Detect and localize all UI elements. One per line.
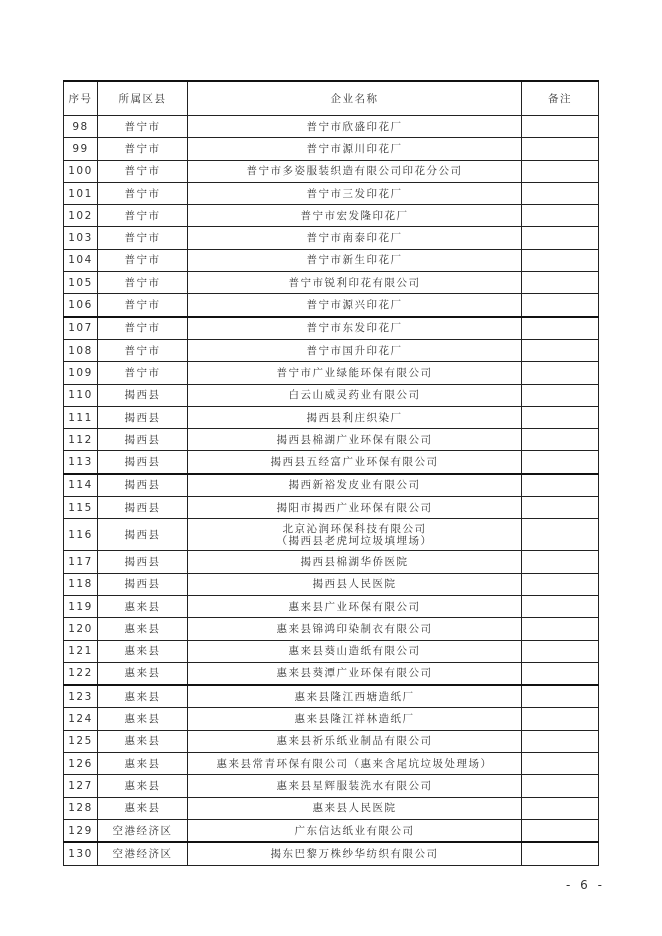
cell-district: 惠来县 — [98, 797, 188, 819]
table-row — [64, 775, 599, 797]
cell-note — [522, 205, 599, 227]
cell-district: 普宁市 — [98, 339, 188, 361]
table-row — [64, 272, 599, 294]
cell-no: 102 — [64, 205, 98, 227]
cell-company-name: 普宁市三发印花厂 — [188, 182, 522, 204]
cell-district: 揭西县 — [98, 474, 188, 497]
cell-company-name: 普宁市欣盛印花厂 — [188, 116, 522, 138]
cell-no: 98 — [64, 116, 98, 138]
cell-note — [522, 294, 599, 317]
company-name-line: 北京沁润环保科技有限公司 — [282, 522, 427, 535]
cell-note — [522, 730, 599, 752]
cell-no: 115 — [64, 497, 98, 519]
cell-district: 普宁市 — [98, 182, 188, 204]
cell-company-name: 普宁市国升印花厂 — [188, 339, 522, 361]
cell-note — [522, 551, 599, 573]
cell-note — [522, 474, 599, 497]
cell-note — [522, 775, 599, 797]
table-row — [64, 573, 599, 595]
cell-no: 103 — [64, 227, 98, 249]
cell-district: 普宁市 — [98, 249, 188, 271]
cell-note — [522, 573, 599, 595]
cell-no: 119 — [64, 595, 98, 617]
cell-no: 99 — [64, 138, 98, 160]
cell-district: 惠来县 — [98, 685, 188, 708]
cell-note — [522, 842, 599, 865]
cell-note — [522, 819, 599, 842]
header-company-name: 企业名称 — [188, 81, 522, 116]
cell-district: 惠来县 — [98, 595, 188, 617]
table-row — [64, 160, 599, 182]
table-row — [64, 618, 599, 640]
cell-note — [522, 797, 599, 819]
cell-note — [522, 227, 599, 249]
table-row — [64, 339, 599, 361]
cell-company-name: 惠来县锦鸿印染制衣有限公司 — [188, 618, 522, 640]
company-name-line: （揭西县老虎坷垃圾填埋场） — [276, 534, 433, 547]
table-row — [64, 362, 599, 384]
table-row — [64, 797, 599, 819]
cell-no: 124 — [64, 708, 98, 730]
cell-no: 118 — [64, 573, 98, 595]
cell-district: 普宁市 — [98, 116, 188, 138]
cell-note — [522, 640, 599, 662]
cell-company-name: 揭西县棉湖华侨医院 — [188, 551, 522, 573]
cell-district: 惠来县 — [98, 730, 188, 752]
table-header-row — [64, 81, 599, 116]
table-row — [64, 474, 599, 497]
cell-no: 126 — [64, 753, 98, 775]
cell-company-name: 普宁市多姿服装织造有限公司印花分公司 — [188, 160, 522, 182]
table-row — [64, 429, 599, 451]
table-row — [64, 640, 599, 662]
cell-company-name: 白云山威灵药业有限公司 — [188, 384, 522, 406]
cell-no: 109 — [64, 362, 98, 384]
cell-note — [522, 451, 599, 474]
cell-company-name: 揭西县人民医院 — [188, 573, 522, 595]
cell-no: 123 — [64, 685, 98, 708]
cell-note — [522, 753, 599, 775]
table-row — [64, 451, 599, 474]
cell-district: 普宁市 — [98, 317, 188, 340]
cell-company-name: 揭东巴黎万株纱华纺织有限公司 — [188, 842, 522, 865]
table-row — [64, 685, 599, 708]
table-row — [64, 384, 599, 406]
cell-company-name: 揭西县棉湖广业环保有限公司 — [188, 429, 522, 451]
cell-company-name: 惠来县葵潭广业环保有限公司 — [188, 662, 522, 685]
cell-no: 110 — [64, 384, 98, 406]
cell-company-name: 普宁市源兴印花厂 — [188, 294, 522, 317]
table-row — [64, 595, 599, 617]
cell-company-name: 揭阳市揭西广业环保有限公司 — [188, 497, 522, 519]
cell-company-name: 普宁市南泰印花厂 — [188, 227, 522, 249]
cell-no: 113 — [64, 451, 98, 474]
cell-note — [522, 272, 599, 294]
cell-note — [522, 160, 599, 182]
table-row — [64, 317, 599, 340]
cell-no: 129 — [64, 819, 98, 842]
cell-note — [522, 595, 599, 617]
cell-no: 111 — [64, 406, 98, 428]
table-row — [64, 551, 599, 573]
cell-company-name: 惠来县祈乐纸业制品有限公司 — [188, 730, 522, 752]
cell-note — [522, 138, 599, 160]
table-row — [64, 294, 599, 317]
cell-no: 106 — [64, 294, 98, 317]
cell-note — [522, 708, 599, 730]
cell-district: 揭西县 — [98, 406, 188, 428]
cell-note — [522, 249, 599, 271]
cell-company-name: 揭西县五经富广业环保有限公司 — [188, 451, 522, 474]
cell-district: 揭西县 — [98, 497, 188, 519]
cell-no: 108 — [64, 339, 98, 361]
cell-district: 普宁市 — [98, 294, 188, 317]
cell-no: 117 — [64, 551, 98, 573]
cell-company-name: 揭西县利庄织染厂 — [188, 406, 522, 428]
cell-note — [522, 497, 599, 519]
enterprise-table — [63, 80, 599, 866]
cell-note — [522, 662, 599, 685]
cell-note — [522, 429, 599, 451]
cell-district: 揭西县 — [98, 519, 188, 551]
table-row — [64, 708, 599, 730]
cell-district: 空港经济区 — [98, 819, 188, 842]
cell-district: 揭西县 — [98, 451, 188, 474]
header-no: 序号 — [64, 81, 98, 116]
table-row — [64, 662, 599, 685]
table-row — [64, 249, 599, 271]
cell-district: 普宁市 — [98, 205, 188, 227]
cell-district: 普宁市 — [98, 362, 188, 384]
cell-no: 130 — [64, 842, 98, 865]
cell-district: 惠来县 — [98, 775, 188, 797]
table-row — [64, 819, 599, 842]
cell-company-name: 揭西新裕发皮业有限公司 — [188, 474, 522, 497]
header-note: 备注 — [522, 81, 599, 116]
cell-note — [522, 362, 599, 384]
cell-district: 空港经济区 — [98, 842, 188, 865]
table-row — [64, 227, 599, 249]
table-row — [64, 406, 599, 428]
page-number: - 6 - — [566, 878, 605, 892]
cell-company-name — [188, 519, 522, 551]
cell-district: 普宁市 — [98, 227, 188, 249]
cell-district: 揭西县 — [98, 551, 188, 573]
cell-district: 揭西县 — [98, 429, 188, 451]
cell-no: 128 — [64, 797, 98, 819]
cell-no: 120 — [64, 618, 98, 640]
cell-no: 104 — [64, 249, 98, 271]
cell-note — [522, 618, 599, 640]
cell-district: 普宁市 — [98, 160, 188, 182]
cell-company-name: 惠来县隆江祥林造纸厂 — [188, 708, 522, 730]
cell-no: 121 — [64, 640, 98, 662]
cell-district: 惠来县 — [98, 640, 188, 662]
cell-district: 普宁市 — [98, 272, 188, 294]
cell-company-name: 惠来县人民医院 — [188, 797, 522, 819]
cell-company-name: 普宁市广业绿能环保有限公司 — [188, 362, 522, 384]
cell-note — [522, 116, 599, 138]
table-row — [64, 519, 599, 551]
cell-district: 揭西县 — [98, 384, 188, 406]
cell-company-name: 普宁市新生印花厂 — [188, 249, 522, 271]
cell-company-name: 广东信达纸业有限公司 — [188, 819, 522, 842]
cell-note — [522, 317, 599, 340]
cell-company-name: 惠来县星辉服装洗水有限公司 — [188, 775, 522, 797]
cell-note — [522, 519, 599, 551]
cell-no: 122 — [64, 662, 98, 685]
cell-company-name: 普宁市源川印花厂 — [188, 138, 522, 160]
cell-note — [522, 685, 599, 708]
cell-note — [522, 406, 599, 428]
cell-district: 惠来县 — [98, 662, 188, 685]
cell-company-name: 普宁市宏发隆印花厂 — [188, 205, 522, 227]
cell-no: 125 — [64, 730, 98, 752]
cell-no: 116 — [64, 519, 98, 551]
cell-company-name: 惠来县隆江西塘造纸厂 — [188, 685, 522, 708]
cell-no: 105 — [64, 272, 98, 294]
cell-district: 普宁市 — [98, 138, 188, 160]
cell-district: 揭西县 — [98, 573, 188, 595]
header-district: 所属区县 — [98, 81, 188, 116]
cell-district: 惠来县 — [98, 618, 188, 640]
table-row — [64, 730, 599, 752]
table-row — [64, 753, 599, 775]
cell-no: 101 — [64, 182, 98, 204]
cell-no: 114 — [64, 474, 98, 497]
table-row — [64, 205, 599, 227]
cell-company-name: 惠来县葵山造纸有限公司 — [188, 640, 522, 662]
cell-company-name: 惠来县广业环保有限公司 — [188, 595, 522, 617]
cell-note — [522, 339, 599, 361]
cell-company-name: 普宁市锐利印花有限公司 — [188, 272, 522, 294]
cell-company-name: 惠来县常青环保有限公司（惠来含尾坑垃圾处理场） — [188, 753, 522, 775]
cell-company-name: 普宁市东发印花厂 — [188, 317, 522, 340]
cell-note — [522, 384, 599, 406]
cell-note — [522, 182, 599, 204]
cell-no: 127 — [64, 775, 98, 797]
cell-no: 100 — [64, 160, 98, 182]
cell-no: 107 — [64, 317, 98, 340]
table-row — [64, 842, 599, 865]
table-row — [64, 138, 599, 160]
cell-district: 惠来县 — [98, 708, 188, 730]
table-row — [64, 116, 599, 138]
table-row — [64, 182, 599, 204]
cell-no: 112 — [64, 429, 98, 451]
cell-district: 惠来县 — [98, 753, 188, 775]
table-row — [64, 497, 599, 519]
